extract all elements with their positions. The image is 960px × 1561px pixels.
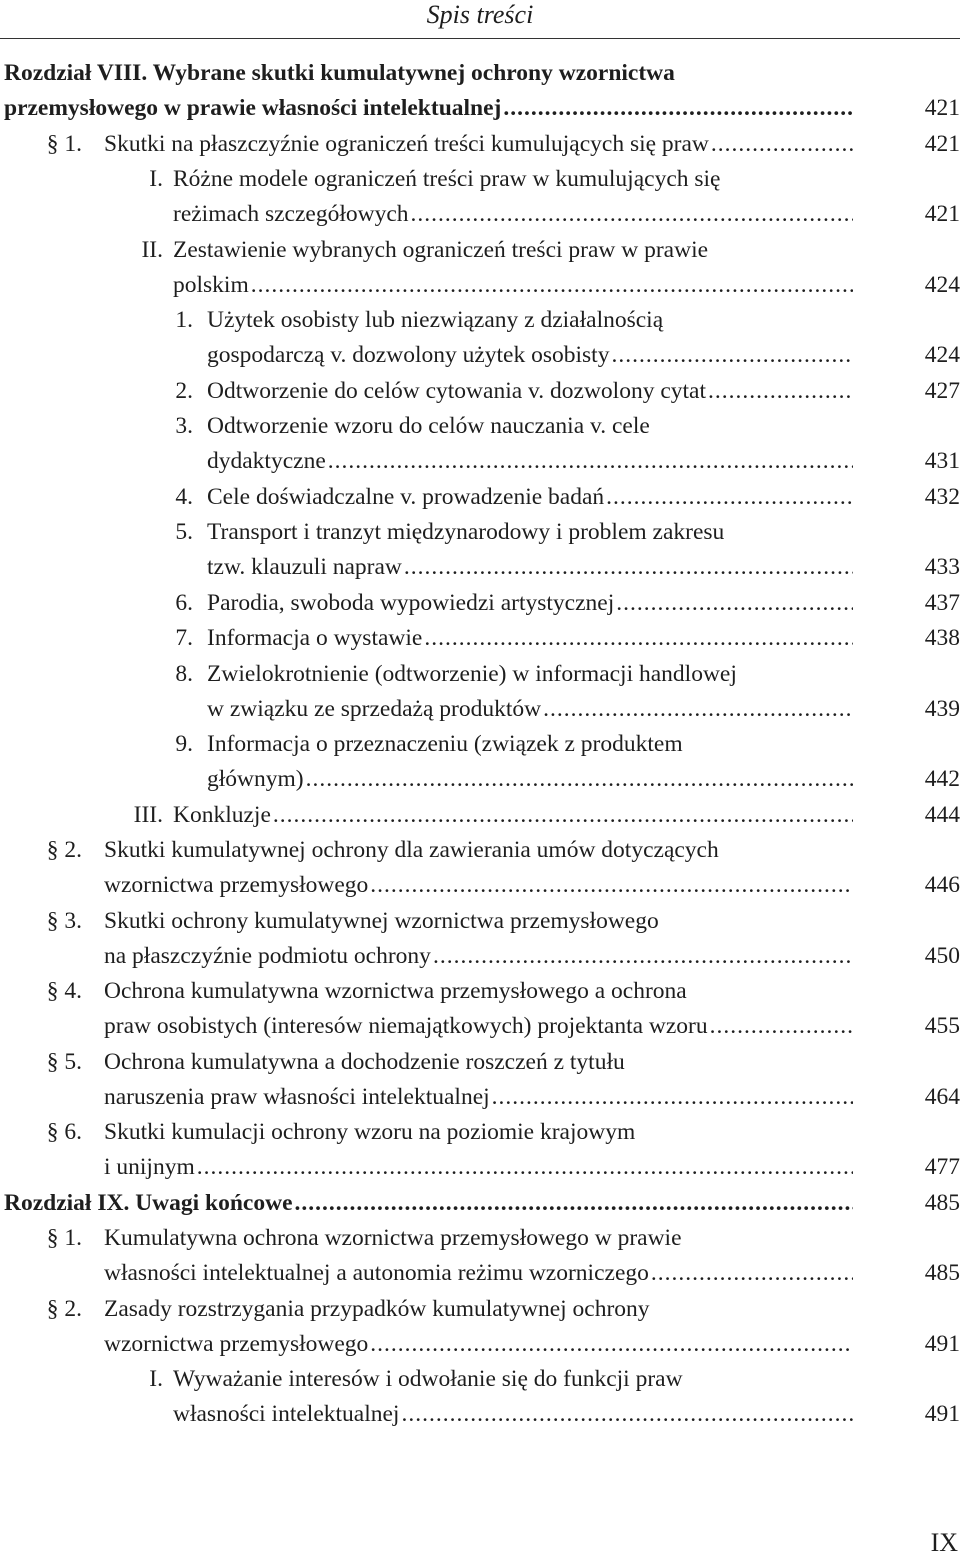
- toc-entry: [0, 303, 960, 373]
- toc-entry-title-text: tzw. klauzuli napraw: [207, 554, 402, 580]
- toc-entry-title-line: Zasady rozstrzygania przypadków kumulatywnej ochrony: [104, 1295, 650, 1322]
- toc-entry-title-text: w związku ze sprzedażą produktów: [207, 695, 542, 722]
- toc-entry: [0, 1362, 960, 1432]
- toc-entry-title-line: [104, 127, 855, 162]
- toc-entry-label: 6.: [175, 589, 193, 616]
- toc-entry-title-line: [104, 1009, 855, 1044]
- toc-entry-title-line: [207, 550, 855, 585]
- toc-entry-label: III.: [133, 801, 163, 828]
- toc-entry-page-number: 421: [924, 130, 960, 157]
- toc-entry-title-line: [207, 480, 855, 515]
- toc-entry-title-line: [104, 1150, 855, 1185]
- toc-entry-title-text: głównym): [207, 766, 304, 792]
- toc-entry: [0, 127, 960, 162]
- dot-leader: [197, 1150, 853, 1185]
- toc-entry-title-text: reżimach szczegółowych: [173, 201, 409, 227]
- toc-entry-page-number: 437: [924, 589, 960, 616]
- toc-entry-page-number: 491: [924, 1330, 960, 1357]
- dot-leader: [370, 1327, 853, 1362]
- toc-entry-title-line: [173, 1397, 855, 1432]
- toc-entry-title-line: [207, 692, 855, 727]
- header-rule: [0, 38, 960, 39]
- toc-entry: [0, 586, 960, 621]
- dot-leader: [433, 939, 853, 974]
- folio-page-number: IX: [930, 1528, 958, 1557]
- toc-entry-label: 3.: [175, 413, 193, 439]
- toc-entry-title-text: wzornictwa przemysłowego: [104, 1330, 369, 1357]
- toc-entry-title-line: Skutki kumulatywnej ochrony dla zawierania umów dotyczących: [104, 837, 719, 863]
- toc-entry-title-line: [173, 798, 855, 833]
- toc-entry-label: 7.: [175, 625, 193, 651]
- toc-entry-page-number: 438: [924, 625, 960, 651]
- toc-entry: [0, 162, 960, 232]
- toc-entry-page-number: 444: [924, 801, 960, 828]
- toc-entry-title-line: [4, 1186, 855, 1221]
- toc-entry-title-line: Użytek osobisty lub niezwiązany z działalnością: [207, 307, 664, 333]
- toc-entry-title-line: [173, 197, 855, 232]
- toc-entry-title-line: Skutki kumulacji ochrony wzoru na poziomie krajowym: [104, 1119, 636, 1145]
- dot-leader: [543, 692, 853, 727]
- toc-entry-label: I.: [149, 1366, 163, 1392]
- toc-entry-label: § 1.: [46, 1225, 82, 1251]
- dot-leader: [306, 762, 853, 797]
- running-header: Spis treści: [426, 0, 534, 29]
- toc-entry-page-number: 446: [924, 872, 960, 898]
- toc-entry-title-line: Ochrona kumulatywna wzornictwa przemysłowego a ochrona: [104, 978, 687, 1004]
- toc-entry-label: § 2.: [46, 1295, 82, 1322]
- toc-entry-title-line: [173, 268, 855, 303]
- toc-entry: [0, 727, 960, 797]
- toc-entry-title-line: Rozdział VIII. Wybrane skutki kumulatywnej ochrony wzornictwa: [4, 60, 675, 86]
- dot-leader: [401, 1397, 853, 1432]
- toc-entry-title-text: i unijnym: [104, 1154, 195, 1180]
- toc-entry-page-number: 421: [924, 201, 960, 227]
- toc-entry-title-text: praw osobistych (interesów niemajątkowych) projektanta wzoru: [104, 1013, 708, 1039]
- dot-leader: [328, 444, 853, 479]
- dot-leader: [424, 621, 853, 656]
- toc-entry-title-line: [207, 444, 855, 479]
- toc-entry-label: 4.: [175, 483, 193, 510]
- toc-entry-page-number: 485: [924, 1189, 960, 1216]
- toc-entry-title-line: Różne modele ograniczeń treści praw w kumulujących się: [173, 166, 721, 192]
- toc-entry-title-line: Kumulatywna ochrona wzornictwa przemysłowego w prawie: [104, 1225, 682, 1251]
- dot-leader: [404, 550, 853, 585]
- toc-entry-title-text: dydaktyczne: [207, 448, 326, 474]
- toc-entry-title-line: [207, 374, 855, 409]
- dot-leader: [611, 338, 853, 373]
- dot-leader: [273, 798, 853, 833]
- toc-entry-title-line: [104, 1327, 855, 1362]
- toc-entry-title-text: Skutki na płaszczyźnie ograniczeń treści kumulujących się praw: [104, 130, 709, 157]
- toc-entry: [0, 974, 960, 1044]
- toc-entry-label: § 3.: [46, 907, 82, 934]
- dot-leader: [606, 480, 853, 515]
- toc-entry: [0, 56, 960, 126]
- toc-entry-title-line: Odtworzenie wzoru do celów nauczania v. cele: [207, 413, 650, 439]
- toc-entry: [0, 409, 960, 479]
- toc-entry-title-text: Cele doświadczalne v. prowadzenie badań: [207, 483, 605, 510]
- toc-entry-title-text: gospodarczą v. dozwolony użytek osobisty: [207, 342, 610, 368]
- toc-entry-label: II.: [141, 236, 163, 263]
- toc-entry: [0, 480, 960, 515]
- toc-entry: [0, 1115, 960, 1185]
- toc-entry-title-line: [104, 1080, 855, 1115]
- toc-entry-title-text: własności intelektualnej: [173, 1401, 400, 1427]
- dot-leader: [711, 127, 853, 162]
- toc-entry: [0, 233, 960, 303]
- toc-entry-label: 1.: [175, 307, 193, 333]
- toc-entry-title-text: Konkluzje: [173, 801, 271, 828]
- toc-entry-title-line: Zestawienie wybranych ograniczeń treści praw w prawie: [173, 236, 709, 263]
- toc-entry-page-number: 433: [924, 554, 960, 580]
- dot-leader: [370, 868, 853, 903]
- toc-entry-title-line: [207, 338, 855, 373]
- toc-entry-title-text: polskim: [173, 271, 249, 298]
- toc-entry-label: 9.: [175, 731, 193, 757]
- toc-entry-page-number: 424: [924, 342, 960, 368]
- toc-entry-page-number: 432: [924, 483, 960, 510]
- toc-entry-title-line: Zwielokrotnienie (odtworzenie) w informacji handlowej: [207, 660, 737, 687]
- toc-entry-label: § 4.: [46, 978, 82, 1004]
- toc-entry-title-line: Informacja o przeznaczeniu (związek z produktem: [207, 731, 683, 757]
- toc-entry: [0, 621, 960, 656]
- toc-entry: [0, 904, 960, 974]
- toc-entry-title-line: [207, 621, 855, 656]
- toc-entry-label: § 2.: [46, 837, 82, 863]
- toc-entry: [0, 515, 960, 585]
- toc-entry-title-text: wzornictwa przemysłowego: [104, 872, 369, 898]
- toc-entry-title-line: Wyważanie interesów i odwołanie się do funkcji praw: [173, 1366, 683, 1392]
- toc-entry-page-number: 427: [924, 377, 960, 404]
- toc-entry-page-number: 424: [924, 271, 960, 298]
- toc-entry: [0, 1221, 960, 1291]
- toc-entry-label: 2.: [175, 377, 193, 404]
- table-of-contents: [0, 56, 960, 1433]
- dot-leader: [503, 91, 853, 126]
- toc-entry-page-number: 485: [924, 1260, 960, 1286]
- toc-entry-page-number: 442: [924, 766, 960, 792]
- toc-entry-title-text: Odtworzenie do celów cytowania v. dozwolony cytat: [207, 377, 706, 404]
- toc-entry-title-text: Parodia, swoboda wypowiedzi artystycznej: [207, 589, 615, 616]
- toc-entry: [0, 657, 960, 727]
- toc-entry-title-line: [104, 868, 855, 903]
- toc-entry: [0, 1186, 960, 1221]
- toc-entry-title-text: Rozdział IX. Uwagi końcowe: [4, 1189, 293, 1216]
- toc-entry-title-line: [104, 939, 855, 974]
- toc-entry-label: I.: [149, 166, 163, 192]
- toc-entry-title-line: Skutki ochrony kumulatywnej wzornictwa przemysłowego: [104, 907, 659, 934]
- toc-entry-label: § 6.: [46, 1119, 82, 1145]
- dot-leader: [411, 197, 853, 232]
- toc-entry-title-line: [207, 762, 855, 797]
- toc-entry-title-line: [104, 1256, 855, 1291]
- toc-entry: [0, 1045, 960, 1115]
- dot-leader: [251, 268, 853, 303]
- toc-entry-page-number: 491: [924, 1401, 960, 1427]
- toc-entry: [0, 1292, 960, 1362]
- toc-entry-label: § 5.: [46, 1048, 82, 1075]
- dot-leader: [616, 586, 853, 621]
- dot-leader: [295, 1186, 853, 1221]
- toc-entry-page-number: 477: [924, 1154, 960, 1180]
- toc-entry-title-line: [4, 91, 855, 126]
- dot-leader: [710, 1009, 853, 1044]
- toc-entry-page-number: 421: [924, 95, 960, 121]
- toc-entry-page-number: 464: [924, 1083, 960, 1110]
- toc-entry: [0, 374, 960, 409]
- toc-entry-title-line: Transport i tranzyt międzynarodowy i problem zakresu: [207, 519, 725, 545]
- toc-entry: [0, 798, 960, 833]
- toc-entry-title-text: naruszenia praw własności intelektualnej: [104, 1083, 490, 1110]
- toc-entry-label: 5.: [175, 519, 193, 545]
- toc-entry-page-number: 439: [924, 695, 960, 722]
- dot-leader: [708, 374, 853, 409]
- toc-entry-title-line: Ochrona kumulatywna a dochodzenie roszczeń z tytułu: [104, 1048, 625, 1075]
- toc-entry-title-text: Informacja o wystawie: [207, 625, 423, 651]
- toc-entry-title-text: na płaszczyźnie podmiotu ochrony: [104, 942, 431, 969]
- toc-entry-title-text: własności intelektualnej a autonomia reżimu wzorniczego: [104, 1260, 649, 1286]
- toc-entry-page-number: 450: [924, 942, 960, 969]
- toc-entry-title-text: przemysłowego w prawie własności intelektualnej: [4, 95, 502, 121]
- toc-entry-page-number: 431: [924, 448, 960, 474]
- toc-entry: [0, 833, 960, 903]
- toc-entry-label: § 1.: [46, 130, 82, 157]
- dot-leader: [651, 1256, 853, 1291]
- toc-entry-page-number: 455: [924, 1013, 960, 1039]
- toc-entry-label: 8.: [175, 660, 193, 687]
- dot-leader: [492, 1080, 853, 1115]
- toc-entry-title-line: [207, 586, 855, 621]
